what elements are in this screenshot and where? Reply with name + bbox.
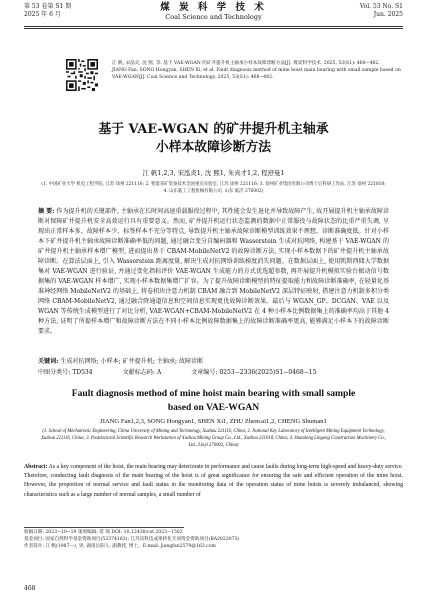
footnote [24,529,403,550]
qr-code-icon [66,59,98,91]
authors-cn: 江 帆1,2,3, 宋泓炎1, 沈 熙1, 朱真才1,2, 程舒曼1 [142,169,285,177]
journal-name-cn: 煤 炭 科 学 技 术 [160,2,267,13]
title-cn-line-1: 基于 VAE-WGAN 的矿井提升机主轴承 [98,122,329,137]
date-en: Jun. 2025 [373,11,403,18]
header-rule-top [24,26,403,27]
clc-number: 中图分类号: TD534 [38,369,93,376]
authors-en: JIANG Fan1,2,3, SONG Hongyan1, SHEN Xi1, ZHU Zhencai1,2, CHENG Shuman1 [100,418,327,425]
footnote-dates: 收稿日期: 2023−10−19 策划编辑: 常 琛 DOI: 10.12438/cst.2023−1502 [24,530,183,535]
abstract-en-text: As a key component of the hoist, the main bearing may deteriorate in performance and cause faults during long-term high-speed and heavy-duty service. Therefore, conducting fault diagnosis of the main bearing of the hoist is of great significance for ensuring the safe and efficient operation of the mine hoist. However, the proportion of normal service and fault status in the monitoring data of the operation status of mine hoists is severely imbalanced, showing characteristics such as a large number of normal samples, a small number of [24,464,403,498]
article-number: 文章编号: 0253−2336(2025)S1−0468−15 [191,369,317,376]
abstract-en-label: Abstract: [24,464,48,470]
keywords-cn-text: 生成对抗网络; 小样本; 矿井提升机; 主轴承; 故障诊断 [60,358,204,365]
date-cn: 2025 年 6 月 [24,11,61,18]
keywords-cn [38,357,389,367]
page-number: 468 [24,585,36,592]
abstract-cn-text: 作为提升机的关键部件, 主轴承在长时间高速重载服役过程中, 其性能会发生退化并导致故障产生, 故开展提升机主轴承故障诊断对保障矿井提升机安全高效运行具有重要意义。然而, 矿井提升机运行状态监测的数据中正常服役与故障状态的比重严重失调, 呈现出正常样本多、故障样本少、标签样本不充分等特点, 导致提升机主轴承故障诊断模型训练效果不理想、诊断准确度低。针对小样本下矿井提升机主轴承故障诊断准确率低的问题, 通过融合变分自编码器和 Wasserstein 生成对抗网络, 构建基于 VAE-WGAN 的矿井提升机主轴承样本增广模型, 进而提出基于 CBAM-MobileNetV2 的故障诊断方法, 实现小样本数据下的矿井提升机主轴承故障诊断。在算法层面上, 引入 Wasserstein 距离度量, 解决生成对抗网络训练梯度消失问题。在数据层面上, 使用凯斯西储大学数据集对 VAE-WGAN 进行验证, 并通过变化指标评价 VAE-WGAN 生成能力的方式优选超参数, 再开展提升机模拟实验台振动信号数据集的 VAE-WGAN 样本增广, 实现小样本数据集增广扩容。为了提升故障诊断模型的特征提取能力和故障诊断准确率, 在轻量化基准神经网络 MobileNetV2 的基础上, 将卷积块注意力机制 CBAM 融合到 MobileNetV2 深层特征映射, 搭建注意力机制多积分类网络 CBAM-MobileNetV2, 通过融合降通道信息和空间信息实现更优故障诊断效果。最后与 WGAN_GP、DCGAN、VAE 以及 WGAN 等传统生成模型进行了对比分析, VAE-WGAN+CBAM-MobileNetV2 在 4 种小样本比例数据集上的准确率均高于其他 4 种方法, 证明了所提样本增广和故障诊断方法在不同小样本比例故障数据集上的故障诊断准确率更高, 能够满足小样本下的故障诊断要求。 [38,208,389,335]
keywords-cn-label: 关键词: [38,358,59,365]
affiliations-en: (1. School of Mechatronic Engineering, China University of Mining and Technology, Xuzhou 221116, China; 2. National Key Laboratory of Intelligent Mining Equipment Technology, Xuzhou 221116, China; 3. Postdoctoral Scientific Research Workstation of Xuzhou Mining Group Co., Ltd., Xuzhou 221018, China; 4. Shandong Lingong Construction Machinery Co., Ltd., Linyi 276002, China) [41,429,386,448]
title-en-line-2: based on VAE-WGAN [167,401,260,413]
journal-name-en: Coal Science and Technology [165,13,262,21]
citation-en: JIANG Fan, SONG Hongyan, SHEN Xi, et al. Fault diagnosis method of mine hoist main bearing with small sample based on VAE-WGAN[J]. Coal Science and Technology, 2025, 53(S1): 468−482. [112,68,401,81]
header-right [360,3,403,19]
title-cn-line-2: 小样本故障诊断方法 [155,140,272,155]
paper-title-en [24,387,403,414]
footnote-fund: 基金项目: 国家自然科学基金资助项目(52374163); 江苏省科技成果转化专项资金资助项目(BA2022075) [24,537,240,542]
citation-block [112,60,403,82]
abstract-cn-label: 摘 要: [38,208,55,215]
footnote-author: 作者简介: 江 帆(1987—), 男, 湖南岳阳人, 副教授, 博士。E-mail: jiangfan2579@163.com [24,544,216,549]
volume-en: Vol. 53 No. S1 [359,3,403,10]
document-code: 文献标志码: A [122,369,162,376]
citation-cn: 江 帆, 宋泓炎, 沈 熙, 等. 基于 VAE-WGAN 的矿井提升机主轴承小样本故障诊断方法[J]. 煤炭科学技术, 2025, 53(S1): 468−482. [112,61,380,66]
abstract-cn [38,207,389,337]
classification-line [38,368,389,378]
affiliations-cn: (1. 中国矿业大学 机电工程学院, 江苏 徐州 221116; 2. 智能采矿装备技术全国重点实验室, 江苏 徐州 221116; 3. 徐州矿业集团有限公司博士后科研工作站, 江苏 徐州 221018; 4. 山东临工工程机械有限公司, 山东 临沂 276002) [41,182,386,194]
volume-cn: 第 53 卷第 S1 期 [24,3,72,10]
header-rule-bottom [24,28,403,29]
footnote-rule [24,527,184,528]
paper-title-cn [24,121,403,157]
title-en-line-1: Fault diagnosis method of mine hoist main bearing with small sample [71,388,356,399]
abstract-en [24,463,403,500]
